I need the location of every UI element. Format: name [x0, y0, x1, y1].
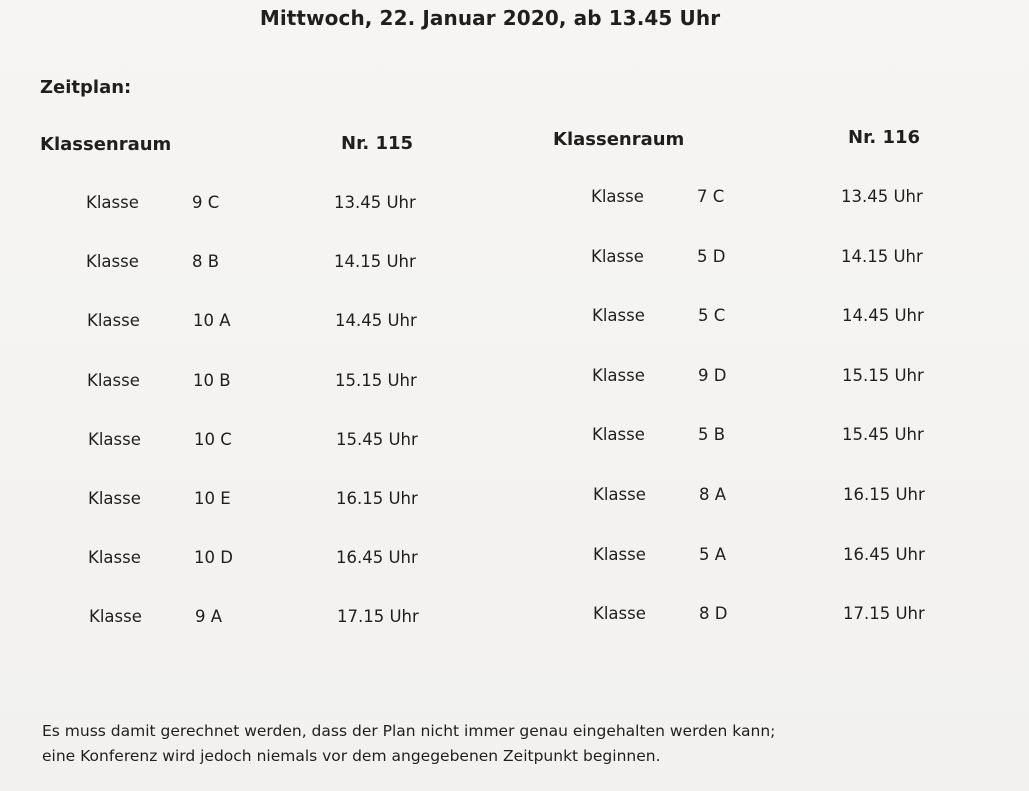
class-time: 15.15 Uhr — [842, 366, 924, 385]
class-name: 5 D — [697, 247, 726, 266]
class-time: 16.45 Uhr — [843, 545, 925, 564]
class-name: 10 B — [193, 371, 231, 390]
class-time: 17.15 Uhr — [843, 604, 925, 623]
room-number-right: Nr. 116 — [848, 127, 921, 148]
room-number-left: Nr. 115 — [341, 133, 414, 154]
class-label: Klasse — [591, 247, 644, 266]
class-name: 8 A — [699, 485, 727, 504]
class-name: 10 D — [194, 548, 233, 567]
class-name: 5 C — [698, 306, 726, 325]
class-time: 14.15 Uhr — [841, 247, 923, 266]
class-name: 9 C — [192, 193, 220, 212]
class-time: 16.45 Uhr — [336, 548, 418, 567]
class-label: Klasse — [86, 193, 139, 212]
schedule-label: Zeitplan: — [40, 77, 132, 98]
class-label: Klasse — [88, 430, 141, 449]
class-name: 10 E — [194, 489, 231, 508]
class-label: Klasse — [87, 311, 140, 330]
class-label: Klasse — [86, 252, 139, 271]
class-name: 9 A — [195, 607, 223, 626]
note-line-1: Es muss damit gerechnet werden, dass der Plan nicht immer genau eingehalten werden kann; — [42, 722, 776, 740]
class-time: 16.15 Uhr — [336, 489, 418, 508]
class-name: 9 D — [698, 366, 727, 385]
class-time: 15.15 Uhr — [335, 371, 417, 390]
class-time: 15.45 Uhr — [842, 425, 924, 444]
room-label-left: Klassenraum — [40, 134, 172, 155]
class-time: 14.15 Uhr — [334, 252, 416, 271]
class-label: Klasse — [591, 187, 644, 206]
class-time: 14.45 Uhr — [335, 311, 417, 330]
note-line-2: eine Konferenz wird jedoch niemals vor dem angegebenen Zeitpunkt beginnen. — [42, 747, 661, 765]
class-label: Klasse — [593, 545, 646, 564]
class-name: 10 C — [194, 430, 232, 449]
class-time: 14.45 Uhr — [842, 306, 924, 325]
room-label-right: Klassenraum — [553, 129, 685, 150]
class-time: 13.45 Uhr — [334, 193, 416, 212]
class-label: Klasse — [87, 371, 140, 390]
class-label: Klasse — [593, 604, 646, 623]
class-name: 8 D — [699, 604, 728, 623]
page-title: Mittwoch, 22. Januar 2020, ab 13.45 Uhr — [259, 6, 721, 30]
class-name: 8 B — [192, 252, 220, 271]
class-time: 13.45 Uhr — [841, 187, 923, 206]
class-name: 5 B — [698, 425, 726, 444]
class-name: 7 C — [697, 187, 725, 206]
class-label: Klasse — [593, 485, 646, 504]
class-label: Klasse — [88, 489, 141, 508]
class-label: Klasse — [592, 425, 645, 444]
class-name: 5 A — [699, 545, 727, 564]
class-time: 16.15 Uhr — [843, 485, 925, 504]
class-time: 17.15 Uhr — [337, 607, 419, 626]
class-label: Klasse — [592, 306, 645, 325]
class-label: Klasse — [88, 548, 141, 567]
class-name: 10 A — [193, 311, 231, 330]
class-time: 15.45 Uhr — [336, 430, 418, 449]
class-label: Klasse — [89, 607, 142, 626]
class-label: Klasse — [592, 366, 645, 385]
